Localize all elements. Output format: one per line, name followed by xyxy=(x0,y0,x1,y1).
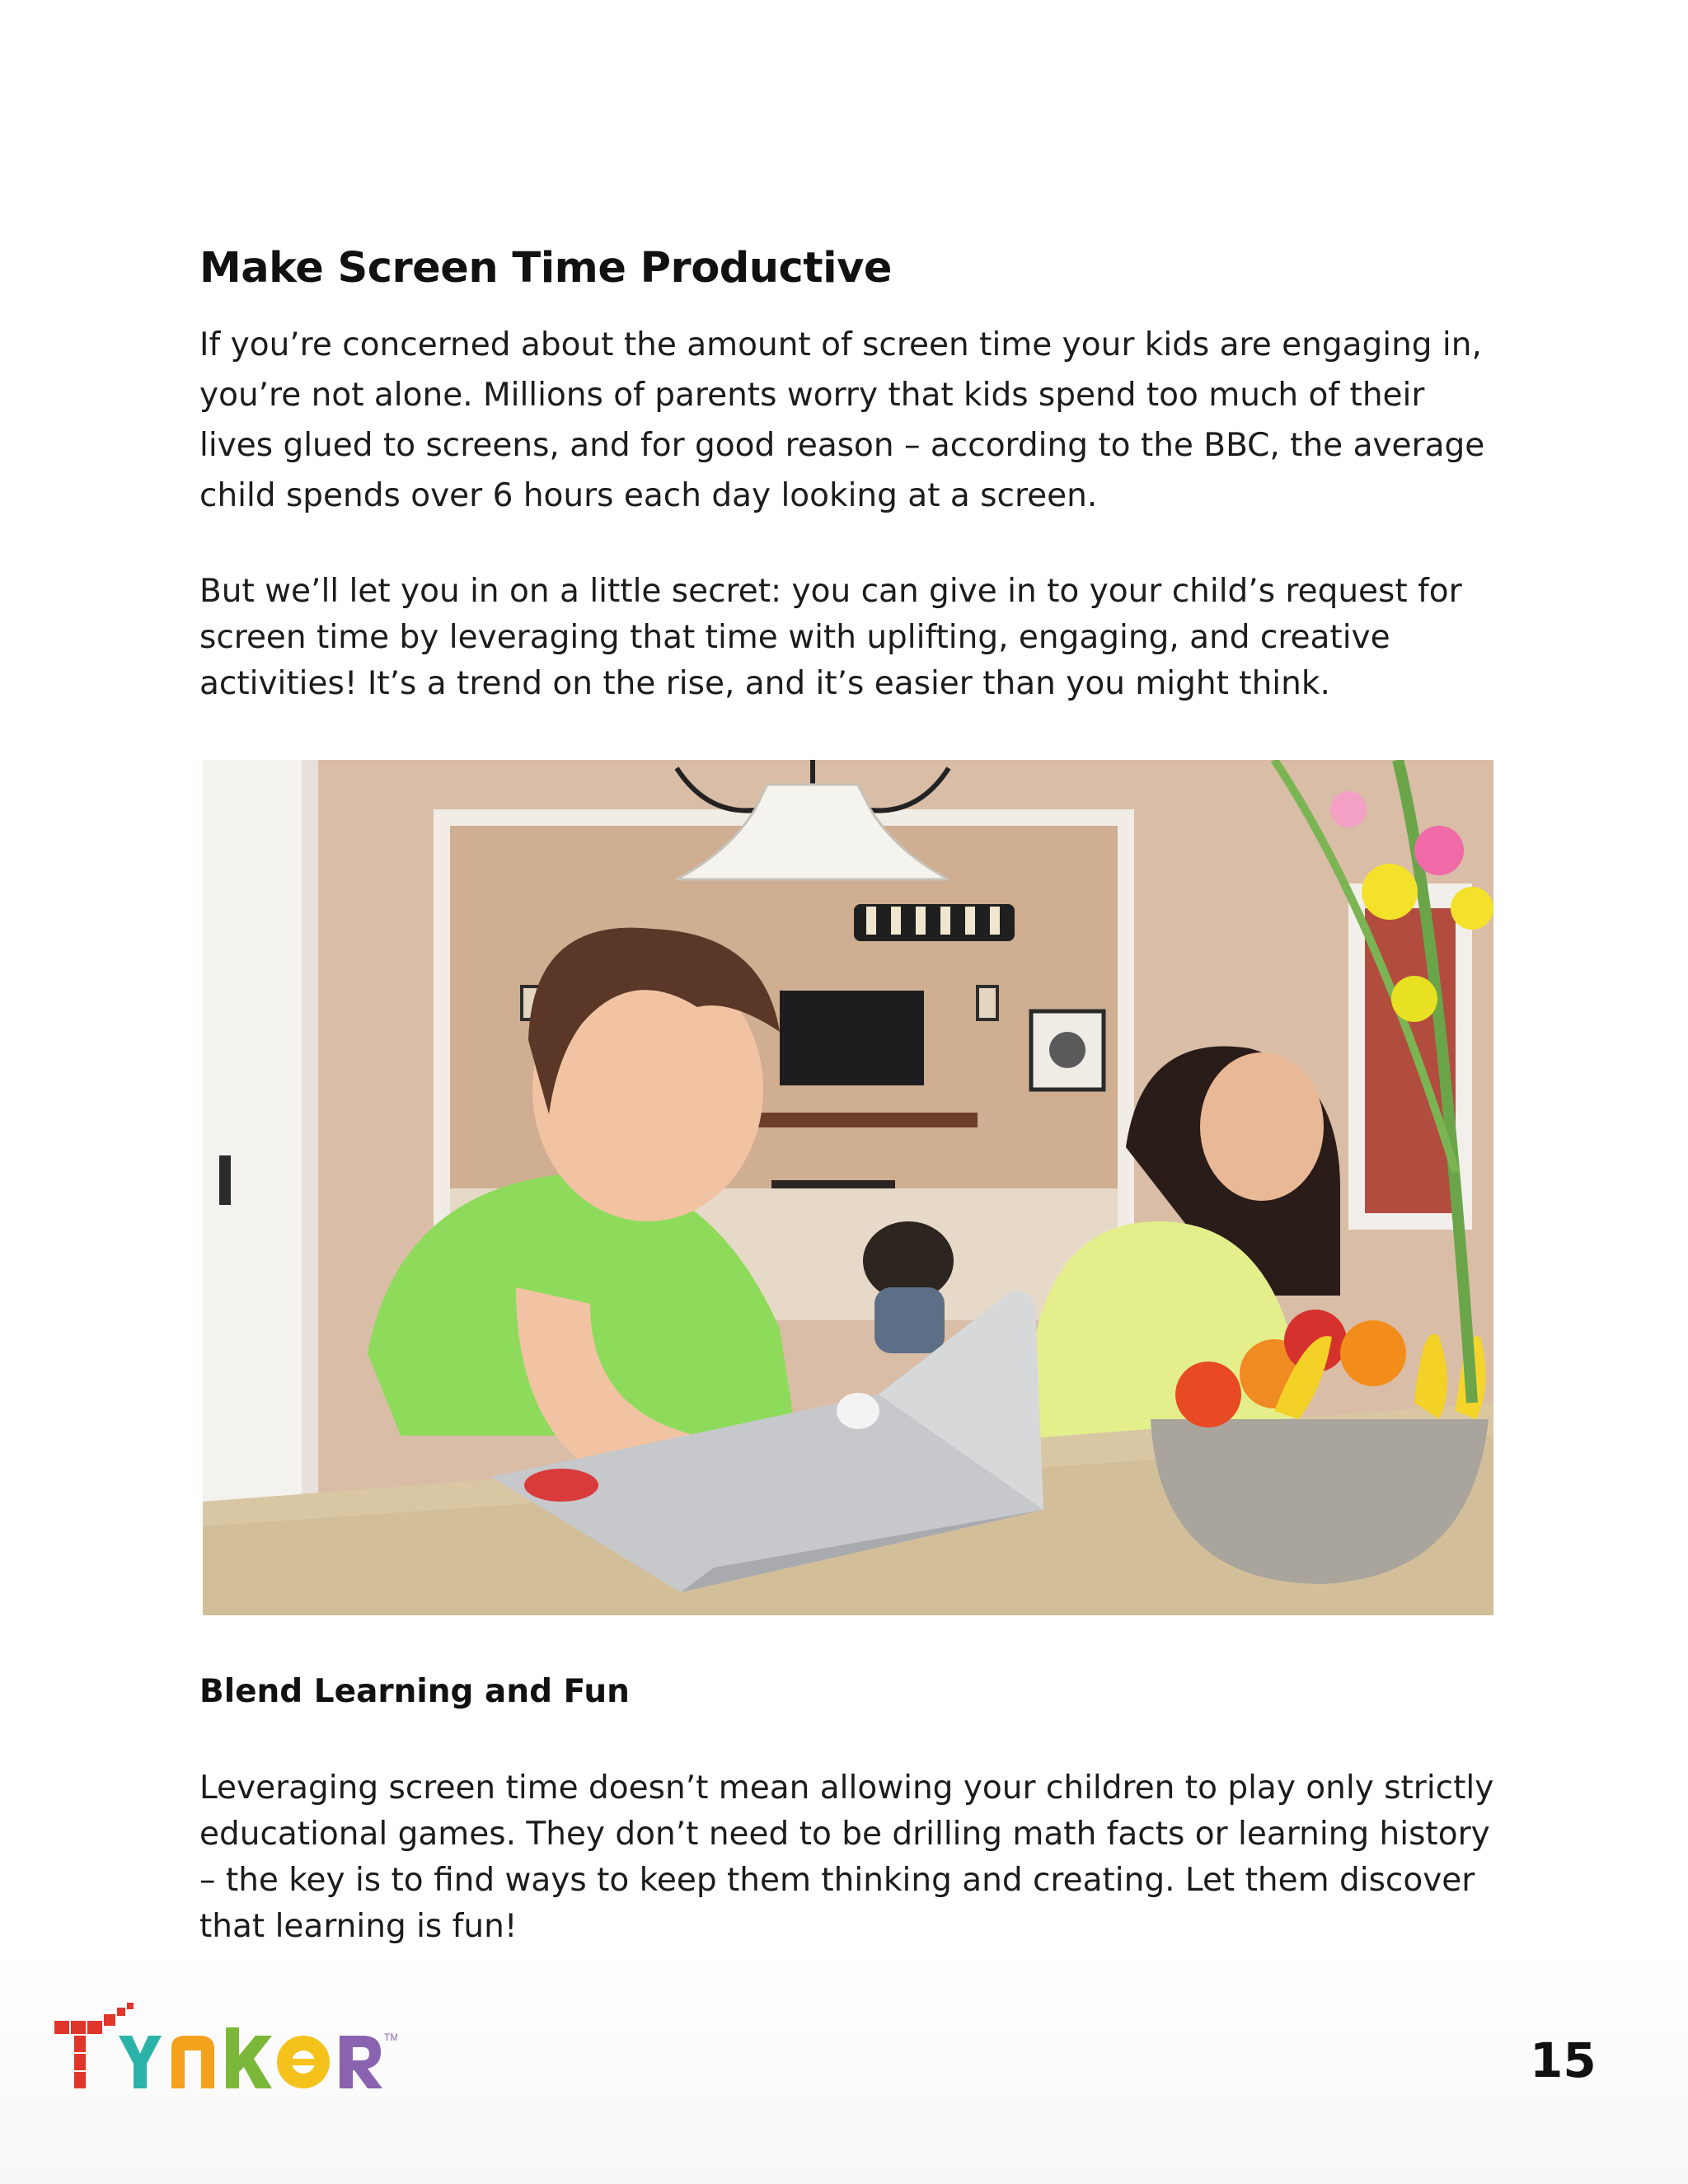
subheading: Blend Learning and Fun xyxy=(199,1673,630,1710)
section-heading: Make Screen Time Productive xyxy=(199,244,892,293)
kids-with-laptop-photo xyxy=(203,760,1493,1615)
blend-paragraph: Leveraging screen time doesn’t mean allowing your children to play only strictly educational games. They don’t need to be drilling math facts or learning history – the key is to find ways to keep them thinking and creating. Let them discover that learning is fun! xyxy=(199,1769,1494,1945)
page-number: 15 xyxy=(1530,2032,1597,2088)
secret-paragraph: But we’ll let you in on a little secret: you can give in to your child’s request for screen time by leveraging that time with uplifting, engaging, and creative activities! It’s a trend on the rise, and it’s easier than you might think. xyxy=(199,573,1462,702)
intro-paragraph: If you’re concerned about the amount of screen time your kids are engaging in, you’re not alone. Millions of parents worry that kids spend too much of their lives glued to screens, and for good reason – according to the BBC, the average child spends over 6 hours each day looking at a screen. xyxy=(199,326,1485,514)
trademark-mark: TM xyxy=(384,2032,397,2043)
tynker-logo xyxy=(51,2003,397,2093)
